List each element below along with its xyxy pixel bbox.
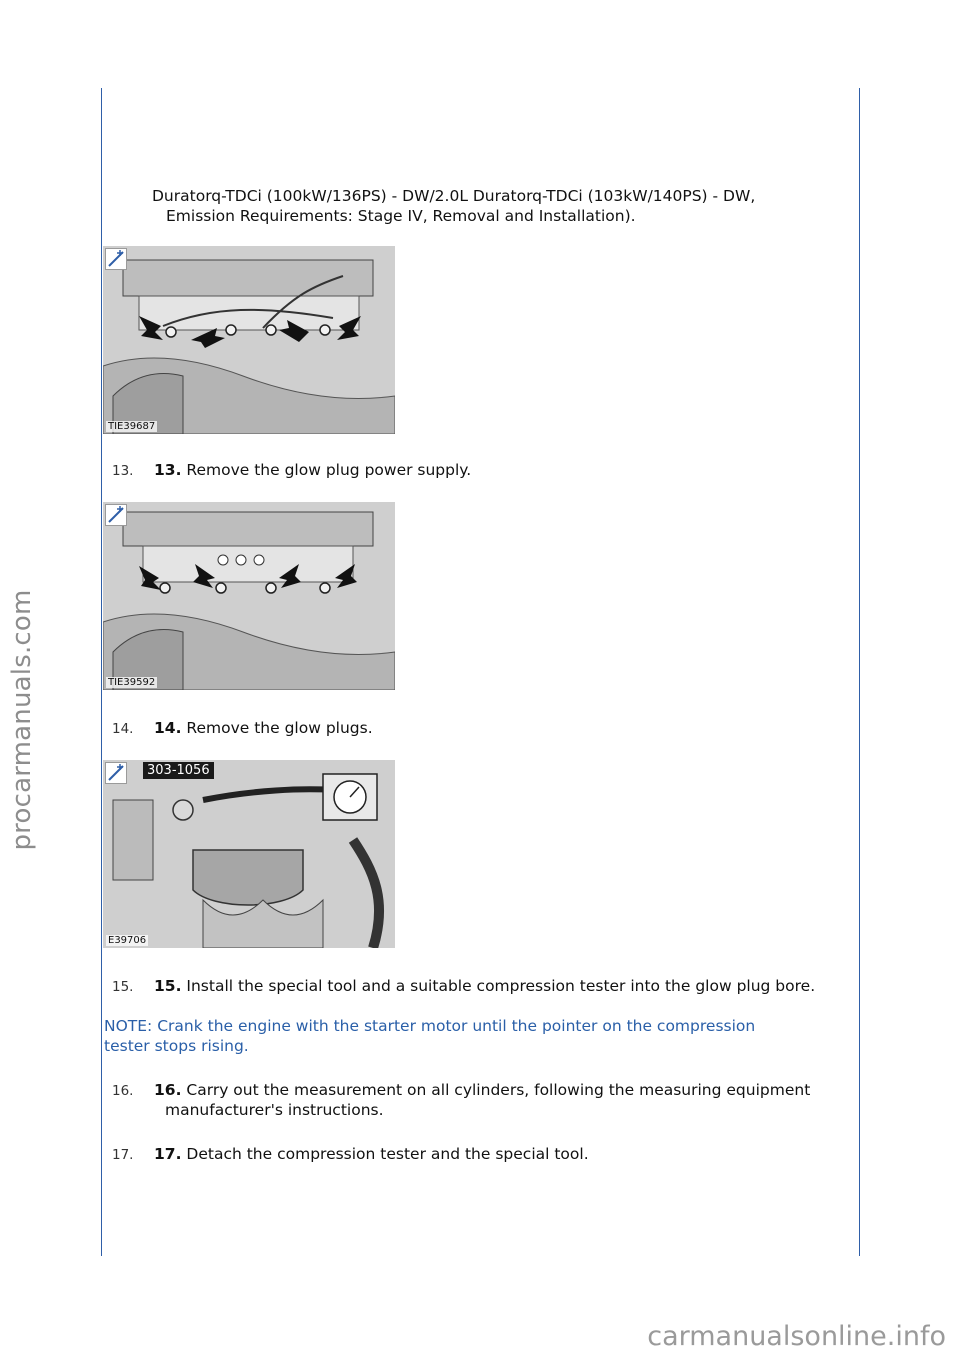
step-14 — [112, 718, 852, 738]
special-tool-badge: 303-1056 — [143, 762, 214, 779]
step-text-continued: manufacturer's instructions. — [165, 1101, 384, 1119]
step-bold-number: 14. — [154, 719, 182, 737]
step-text: Remove the glow plug power supply. — [186, 461, 472, 479]
step-number: 16. — [112, 1083, 134, 1099]
engine-illustration-1 — [103, 246, 395, 434]
figure-glow-plug-power-supply[interactable] — [103, 246, 395, 434]
step-number: 14. — [112, 721, 134, 737]
figure-compression-tester[interactable] — [103, 760, 395, 948]
figure-label: E39706 — [108, 935, 147, 946]
note-line-1: NOTE: Crank the engine with the starter motor until the pointer on the compression — [104, 1017, 756, 1035]
left-margin-rule — [101, 88, 102, 1256]
step-number: 13. — [112, 463, 134, 479]
enlarge-image-icon[interactable] — [105, 504, 127, 526]
step-body — [154, 1144, 852, 1164]
side-watermark: procarmanuals.com — [7, 589, 37, 851]
intro-reference-text — [152, 186, 842, 226]
step-bold-number: 15. — [154, 977, 182, 995]
step-body — [154, 460, 852, 480]
enlarge-image-icon[interactable] — [105, 248, 127, 270]
step-body — [154, 718, 852, 738]
note-line-2: tester stops rising. — [104, 1037, 249, 1055]
figure-glow-plugs[interactable] — [103, 502, 395, 690]
step-body — [154, 976, 852, 996]
engine-illustration-3 — [103, 760, 395, 948]
step-bold-number: 13. — [154, 461, 182, 479]
step-17 — [112, 1144, 852, 1164]
step-bold-number: 16. — [154, 1081, 182, 1099]
step-number: 15. — [112, 979, 134, 995]
enlarge-image-icon[interactable] — [105, 762, 127, 784]
step-body — [154, 1080, 852, 1120]
step-number: 17. — [112, 1147, 134, 1163]
figure-label: TIE39687 — [108, 421, 156, 432]
step-15 — [112, 976, 852, 996]
figure-label: TIE39592 — [108, 677, 156, 688]
step-bold-number: 17. — [154, 1145, 182, 1163]
intro-line-2: Emission Requirements: Stage IV, Removal and Installation). — [166, 207, 636, 225]
step-text: Carry out the measurement on all cylinders, following the measuring equipment — [186, 1081, 811, 1099]
step-13 — [112, 460, 852, 480]
bottom-watermark: carmanualsonline.info — [647, 1321, 946, 1352]
step-text: Detach the compression tester and the special tool. — [186, 1145, 589, 1163]
engine-illustration-2 — [103, 502, 395, 690]
intro-line-1: Duratorq-TDCi (100kW/136PS) - DW/2.0L Duratorq-TDCi (103kW/140PS) - DW, — [152, 187, 756, 205]
step-text: Install the special tool and a suitable compression tester into the glow plug bore. — [186, 977, 816, 995]
note-text — [104, 1016, 824, 1056]
right-margin-rule — [859, 88, 860, 1256]
step-16 — [112, 1080, 852, 1120]
step-text: Remove the glow plugs. — [186, 719, 373, 737]
